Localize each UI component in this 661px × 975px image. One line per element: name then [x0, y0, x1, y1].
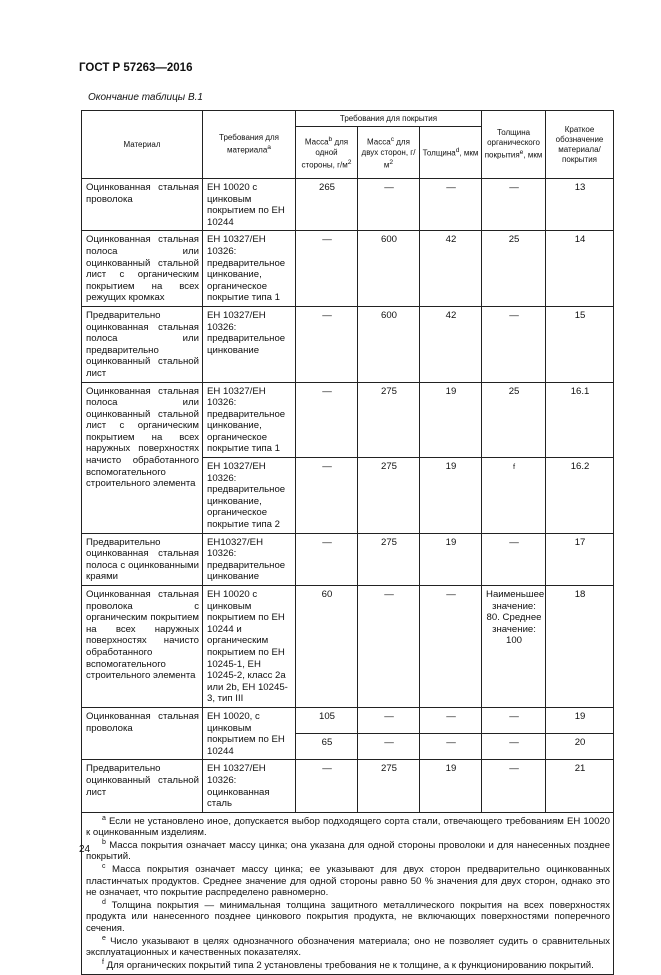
thickness-cell: — — [420, 179, 482, 231]
requirement-cell: ЕН 10327/ЕН 10326: предварительное цинкование, органическое покрытие типа 2 — [203, 458, 296, 534]
table-row — [82, 306, 614, 382]
designation-cell: 16.2 — [546, 458, 614, 534]
mass-two-sides-cell: 600 — [358, 231, 420, 307]
material-cell: Предварительно оцинкованная стальная полоса с оцинкованными краями — [82, 533, 203, 585]
mass-one-side-cell: — — [296, 533, 358, 585]
mass-two-sides-cell: 600 — [358, 306, 420, 382]
data-table — [81, 110, 614, 975]
designation-cell: 14 — [546, 231, 614, 307]
note-a: $^a$ Если не установлено иное, допускается выбор подходящего сорта стали, отвечающего требованиям ЕН 10020 к оцинкованным изделиям. — [86, 814, 611, 839]
mass-two-sides-cell: 275 — [358, 533, 420, 585]
table-row — [82, 382, 614, 458]
organic-thickness-cell: — — [482, 306, 546, 382]
requirement-cell: ЕН 10327/ЕН 10326: оцинкованная сталь — [203, 760, 296, 812]
thickness-cell: 19 — [420, 382, 482, 458]
table-row — [82, 179, 614, 231]
organic-thickness-cell: — — [482, 707, 546, 733]
requirement-cell: ЕН 10327/ЕН 10326: предварительное цинкование, органическое покрытие типа 1 — [203, 231, 296, 307]
table-row — [82, 586, 614, 708]
mass-one-side-cell: — — [296, 458, 358, 534]
designation-cell: 17 — [546, 533, 614, 585]
thickness-cell: 19 — [420, 458, 482, 534]
thickness-cell: — — [420, 734, 482, 760]
organic-thickness-cell: 25 — [482, 231, 546, 307]
organic-thickness-cell: f — [482, 458, 546, 534]
organic-thickness-cell: Наименьшее значение: 80. Среднее значение: 100 — [482, 586, 546, 708]
page-number: 24 — [79, 844, 91, 855]
mass-one-side-cell: — — [296, 306, 358, 382]
thickness-cell: 19 — [420, 533, 482, 585]
designation-cell: 16.1 — [546, 382, 614, 458]
table-notes — [82, 812, 614, 975]
thickness-cell: — — [420, 586, 482, 708]
notes-row — [82, 812, 614, 975]
designation-cell: 21 — [546, 760, 614, 812]
mass-two-sides-cell: 275 — [358, 760, 420, 812]
requirement-cell: ЕН 10020 с цинковым покрытием по ЕН 10244 — [203, 179, 296, 231]
material-cell: Оцинкованная стальная полоса или оцинкованный стальной лист с органическим покрытием на всех режущих кромках — [82, 231, 203, 307]
header-material: Материал — [82, 111, 203, 179]
mass-two-sides-cell: — — [358, 179, 420, 231]
material-cell: Оцинкованная стальная проволока — [82, 707, 203, 759]
designation-cell: 18 — [546, 586, 614, 708]
header-mass-two-sides: Масса$^c$ для двух сторон, $г/м^2$ — [358, 127, 420, 179]
requirement-cell: ЕН 10020, с цинковым покрытием по ЕН 10244 — [203, 707, 296, 759]
mass-one-side-cell: — — [296, 231, 358, 307]
table-row — [82, 760, 614, 812]
material-cell: Оцинкованная стальная проволока с органическим покрытием на всех наружных поверхностях начисто обработанного вспомогательного строительного элемента — [82, 586, 203, 708]
mass-two-sides-cell: — — [358, 734, 420, 760]
note-c: $^c$ Масса покрытия означает массу цинка; ее указывают для двух сторон предварительно оцинкованных пластинчатых продуктов. Среднее значение для одной стороны равно 50 % значения для двух сторон, однако это не означает, что покрытие распределено равномерно. — [86, 862, 611, 899]
table-caption: Окончание таблицы В.1 — [88, 92, 203, 103]
header-organic-thickness: Толщина органического покрытия$^e$, мкм — [482, 111, 546, 179]
organic-thickness-cell: — — [482, 760, 546, 812]
material-cell: Предварительно оцинкованный стальной лист — [82, 760, 203, 812]
designation-cell: 13 — [546, 179, 614, 231]
header-mass-one-side: Масса$^b$ для одной стороны, $г/м^2$ — [296, 127, 358, 179]
material-cell: Оцинкованная стальная проволока — [82, 179, 203, 231]
table-row — [82, 707, 614, 733]
organic-thickness-cell: — — [482, 734, 546, 760]
note-d: $^d$ Толщина покрытия — минимальная толщина защитного металлического покрытия на всех поверхностях продукта или нанесенного позднее цинкового покрытия продукта, не включающих поверхностями поперечного сечения. — [86, 898, 611, 935]
thickness-cell: 42 — [420, 306, 482, 382]
mass-two-sides-cell: 275 — [358, 458, 420, 534]
header-coating-requirements: Требования для покрытия — [296, 111, 482, 127]
table-row — [82, 231, 614, 307]
requirement-cell: ЕН10327/ЕН 10326: предварительное цинкование — [203, 533, 296, 585]
note-b: $^b$ Масса покрытия означает массу цинка; она указана для одной стороны проволоки и для нанесенных позднее покрытий. — [86, 838, 611, 863]
mass-two-sides-cell: — — [358, 586, 420, 708]
designation-cell: 15 — [546, 306, 614, 382]
thickness-cell: — — [420, 707, 482, 733]
requirement-cell: ЕН 10327/ЕН 10326: предварительное цинкование, органическое покрытие типа 1 — [203, 382, 296, 458]
organic-thickness-cell: 25 — [482, 382, 546, 458]
requirement-cell: ЕН 10327/ЕН 10326: предварительное цинкование — [203, 306, 296, 382]
material-cell: Предварительно оцинкованная стальная полоса или предварительно оцинкованный стальной лист — [82, 306, 203, 382]
mass-one-side-cell: 105 — [296, 707, 358, 733]
material-cell: Оцинкованная стальная полоса или оцинкованный стальной лист с органическим покрытием на всех наружных поверхностях начисто обработанного вспомогательного строительного элемента — [82, 382, 203, 533]
header-thickness: Толщина$^d$, мкм — [420, 127, 482, 179]
mass-one-side-cell: 65 — [296, 734, 358, 760]
mass-one-side-cell: 60 — [296, 586, 358, 708]
header-material-requirements: Требования для материала$^а$ — [203, 111, 296, 179]
designation-cell: 20 — [546, 734, 614, 760]
thickness-cell: 42 — [420, 231, 482, 307]
mass-one-side-cell: 265 — [296, 179, 358, 231]
standard-code: ГОСТ Р 57263—2016 — [79, 62, 193, 74]
table-row — [82, 533, 614, 585]
organic-thickness-cell: — — [482, 533, 546, 585]
designation-cell: 19 — [546, 707, 614, 733]
mass-one-side-cell: — — [296, 760, 358, 812]
mass-two-sides-cell: 275 — [358, 382, 420, 458]
note-e: $^e$ Число указывают в целях однозначного обозначения материала; оно не позволяет судить о сравнительных эксплуатационных и качественных показателях. — [86, 934, 611, 959]
requirement-cell: ЕН 10020 с цинковым покрытием по ЕН 10244 и органическим покрытием по ЕН 10245-1, ЕН 10245-2, класс 2а или 2b, ЕН 10245-3, тип III — [203, 586, 296, 708]
organic-thickness-cell: — — [482, 179, 546, 231]
mass-one-side-cell: — — [296, 382, 358, 458]
header-short-designation: Краткое обозначение материала/покрытия — [546, 111, 614, 179]
thickness-cell: 19 — [420, 760, 482, 812]
note-f: $^f$ Для органических покрытий типа 2 установлены требования не к толщине, а к функционированию покрытий. — [102, 958, 594, 971]
mass-two-sides-cell: — — [358, 707, 420, 733]
